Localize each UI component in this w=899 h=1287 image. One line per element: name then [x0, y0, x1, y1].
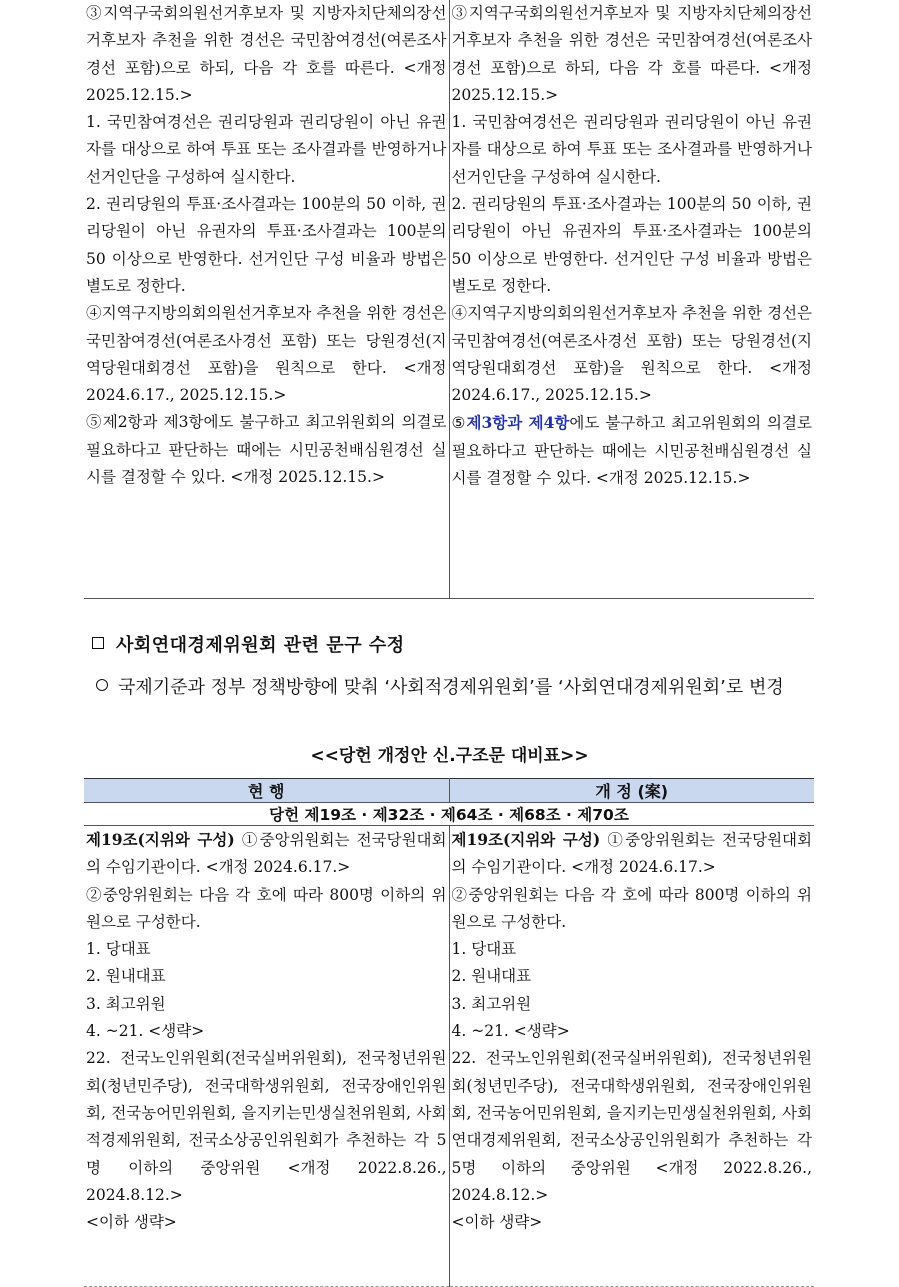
item-3: 3. 최고위원 [86, 994, 166, 1013]
item-22-suffix: , 전국소상공인위원회가 추천하는 각 5명 이하의 중앙위원 <개정 2022.8.26., 2024.8.12.> [86, 1131, 447, 1204]
paragraph-5-prefix: ⑤ [451, 414, 467, 433]
paragraph-1-text: ①중앙위원회는 전국당원대회의 수임기관이다. <개정 2024.6.17.> [86, 831, 447, 877]
header-revised: 개 정 (案) [449, 779, 814, 803]
item-22-prefix: 22. 전국노인위원회(전국실버위원회), 전국청년위원회(청년민주당), 전국대학생위원회, 전국장애인위원회, 전국농어민위원회, 을지키는민생실천위원회, [451, 1049, 812, 1122]
circle-bullet-icon [96, 679, 108, 691]
item-22-suffix: , 전국소상공인위원회가 추천하는 각 5명 이하의 중앙위원 <개정 2022.8.26., 2024.8.12.> [451, 1131, 812, 1204]
item-22 [452, 1045, 813, 1209]
section-bullet-text: 국제기준과 정부 정책방향에 맞춰 ‘사회적경제위원회’를 ‘사회연대경제위원회’로 변경 [118, 677, 784, 698]
rest-omitted: <이하 생략> [86, 1213, 177, 1232]
revised-text-cell [449, 826, 814, 1287]
item-4-21: 4. ~21. <생략> [86, 1022, 205, 1041]
item-4-21: 4. ~21. <생략> [451, 1022, 570, 1041]
comparison-table-continued [84, 0, 814, 599]
paragraph-3: ③지역구국회의원선거후보자 및 지방자치단체의장선거후보자 추천을 위한 경선은 국민참여경선(여론조사경선 포함)으로 하되, 다음 각 호를 따른다. <개정 2025.12.15.> [86, 4, 447, 104]
paragraph-5-body: 에도 불구하고 최고위원회의 의결로 필요하다고 판단하는 때에는 시민공천배심원경선 실시를 결정할 수 있다. <개정 2025.12.15.> [451, 414, 812, 488]
revised-text-cell [449, 0, 814, 599]
item-3-2: 2. 권리당원의 투표·조사결과는 100분의 50 이하, 권리당원이 아닌 유권자의 투표·조사결과는 100분의 50 이상으로 반영한다. 선거인단 구성 비율과 방법은 별도로 정한다. [86, 195, 447, 295]
section-bullet [96, 670, 816, 706]
paragraph-4: ④지역구지방의회의원선거후보자 추천을 위한 경선은 국민참여경선(여론조사경선 포함) 또는 당원경선(지역당원대회경선 포함)을 원칙으로 한다. <개정 2024.6.17., 2025.12.15.> [86, 304, 447, 405]
comparison-table [84, 778, 814, 1287]
paragraph-4: ④지역구지방의회의원선거후보자 추천을 위한 경선은 국민참여경선(여론조사경선 포함) 또는 당원경선(지역당원대회경선 포함)을 원칙으로 한다. <개정 2024.6.17., 2025.12.15.> [451, 304, 812, 405]
paragraph-5: ⑤제2항과 제3항에도 불구하고 최고위원회의 의결로 필요하다고 판단하는 때에는 시민공천배심원경선 실시를 결정할 수 있다. <개정 2025.12.15.> [86, 413, 447, 487]
rest-omitted: <이하 생략> [451, 1213, 543, 1232]
item-2: 2. 원내대표 [451, 967, 532, 986]
section-heading-text: 사회연대경제위원회 관련 문구 수정 [116, 635, 405, 656]
paragraph-5 [452, 409, 813, 492]
item-3-1: 1. 국민참여경선은 권리당원과 권리당원이 아닌 유권자를 대상으로 하여 투표 또는 조사결과를 반영하거나 선거인단을 구성하여 실시한다. [86, 113, 447, 186]
item-2: 2. 원내대표 [86, 967, 166, 986]
paragraph-2: ②중앙위원회는 다음 각 호에 따라 800명 이하의 위원으로 구성한다. [451, 885, 812, 931]
section-heading [92, 631, 405, 657]
paragraph-2: ②중앙위원회는 다음 각 호에 따라 800명 이하의 위원으로 구성한다. [86, 885, 447, 931]
committee-name-highlight: 사회적경제위원회 [86, 1103, 447, 1150]
item-1: 1. 당대표 [451, 940, 517, 959]
paragraph-3: ③지역구국회의원선거후보자 및 지방자치단체의장선거후보자 추천을 위한 경선은 국민참여경선(여론조사경선 포함)으로 하되, 다음 각 호를 따른다. <개정 2025.12.15.> [451, 4, 812, 104]
paragraph-1-text: ①중앙위원회는 전국당원대회의 수임기관이다. <개정 2024.6.17.> [451, 831, 812, 877]
article-title: 제19조(지위와 구성) [451, 830, 601, 849]
square-bullet-icon [92, 637, 104, 649]
item-22-prefix: 22. 전국노인위원회(전국실버위원회), 전국청년위원회(청년민주당), 전국대학생위원회, 전국장애인위원회, 전국농어민위원회, 을지키는민생실천위원회, [86, 1049, 447, 1122]
article-title: 제19조(지위와 구성) [86, 830, 235, 849]
committee-name-highlight: 사회연대경제위원회 [451, 1103, 812, 1150]
articles-subheader: 당헌 제19조 · 제32조 · 제64조 · 제68조 · 제70조 [84, 803, 814, 826]
current-text-cell [84, 0, 449, 599]
header-current: 현 행 [84, 779, 449, 803]
item-3-2: 2. 권리당원의 투표·조사결과는 100분의 50 이하, 권리당원이 아닌 유권자의 투표·조사결과는 100분의 50 이상으로 반영한다. 선거인단 구성 비율과 방법은 별도로 정한다. [451, 195, 812, 295]
item-22 [86, 1045, 447, 1209]
article-19-paragraph-1 [86, 826, 447, 882]
item-1: 1. 당대표 [86, 940, 151, 959]
item-3: 3. 최고위원 [451, 994, 532, 1013]
item-3-1: 1. 국민참여경선은 권리당원과 권리당원이 아닌 유권자를 대상으로 하여 투표 또는 조사결과를 반영하거나 선거인단을 구성하여 실시한다. [451, 113, 812, 186]
current-text-cell [84, 826, 449, 1287]
table-caption: <<당헌 개정안 신.구조문 대비표>> [310, 746, 589, 766]
amended-phrase-highlight: 제3항과 제4항 [466, 413, 570, 433]
article-19-paragraph-1 [452, 826, 813, 882]
